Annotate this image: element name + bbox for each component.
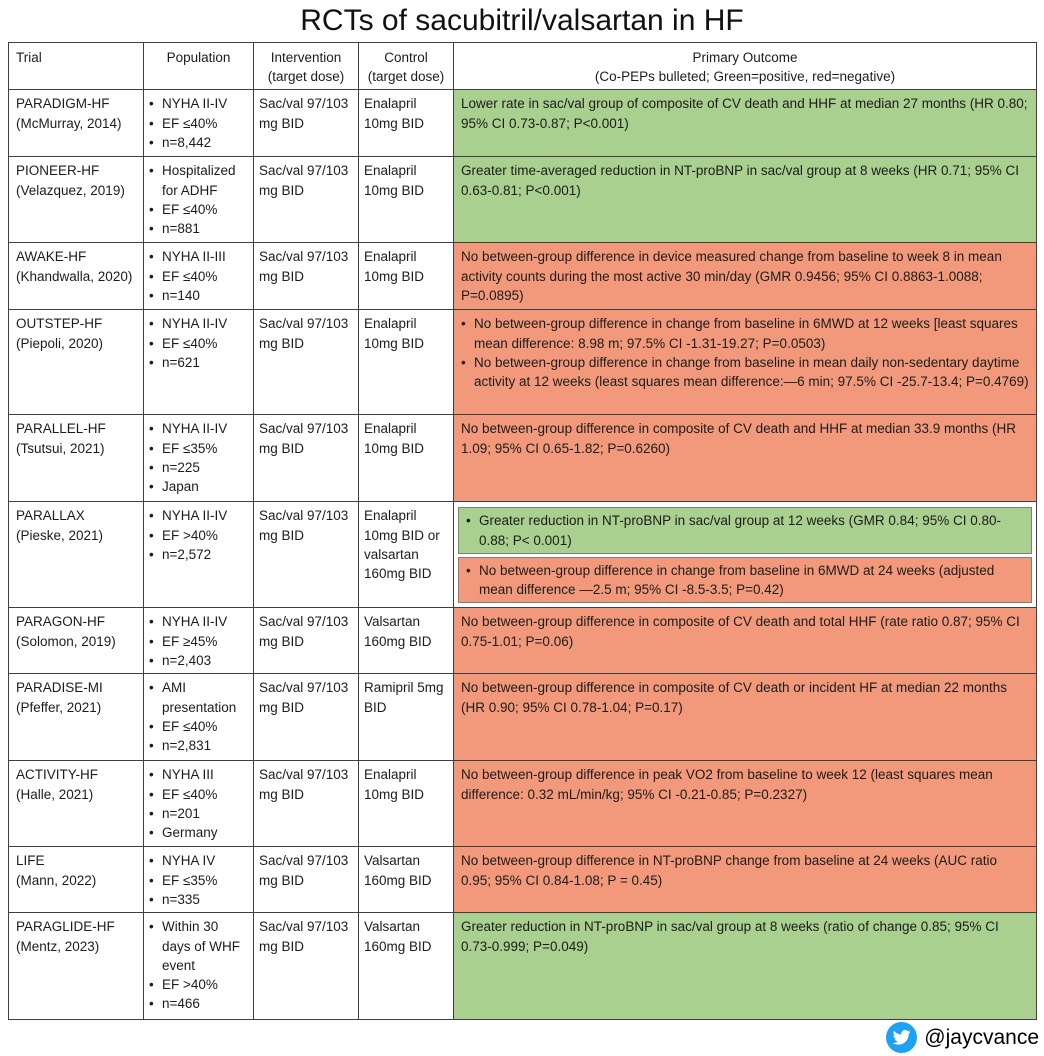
bullet-icon: •: [149, 459, 154, 475]
bullet-icon: •: [461, 354, 466, 370]
trial-ref: (Mann, 2022): [16, 872, 97, 888]
col-header-intervention-sublabel: (target dose): [267, 69, 345, 85]
bullet-icon: •: [149, 738, 154, 754]
bullet-icon: •: [149, 96, 154, 112]
population-item: • EF ≤40%: [149, 114, 248, 133]
bullet-icon: •: [149, 786, 154, 802]
outcome-text: No between-group difference in composite of CV death or incident HF at median 22 months (HR 0.90; 95% CI 0.78-1.04; P=0.17): [461, 680, 1008, 715]
trial-name: PARADISE-MI: [16, 680, 103, 696]
population-item: • NYHA II-IV: [149, 419, 248, 438]
intervention-cell: Sac/val 97/103 mg BID: [254, 90, 359, 157]
bullet-icon: •: [149, 354, 154, 370]
trial-ref: (Velazquez, 2019): [16, 182, 125, 198]
control-cell: Valsartan 160mg BID: [359, 608, 454, 674]
bullet-icon: •: [149, 268, 154, 284]
trial-ref: (Pieske, 2021): [16, 527, 104, 543]
bullet-icon: •: [149, 872, 154, 888]
population-item: • EF ≤35%: [149, 439, 248, 458]
trial-name: PARADIGM-HF: [16, 96, 110, 112]
bullet-icon: •: [149, 805, 154, 821]
bullet-icon: •: [149, 996, 154, 1012]
intervention-cell: Sac/val 97/103 mg BID: [254, 415, 359, 502]
col-header-outcome: [454, 43, 1037, 90]
population-list: [149, 917, 248, 1013]
bullet-icon: •: [149, 508, 154, 524]
outcome-cell: [454, 90, 1037, 157]
population-item: • n=140: [149, 286, 248, 305]
trial-ref: (Tsutsui, 2021): [16, 440, 105, 456]
bullet-icon: •: [466, 562, 471, 578]
outcome-cell: [454, 761, 1037, 847]
table-row: [9, 415, 1037, 502]
table-row: [9, 761, 1037, 847]
population-item: • Germany: [149, 823, 248, 842]
population-list: [149, 161, 248, 238]
control-cell: Ramipril 5mg BID: [359, 674, 454, 761]
bullet-icon: •: [149, 201, 154, 217]
outcome-text: Greater time-averaged reduction in NT-proBNP in sac/val group at 8 weeks (HR 0.71; 95% CI 0.63-0.81; P<0.001): [461, 163, 1020, 198]
twitter-handle: @jaycvance: [924, 1025, 1039, 1049]
control-cell: Enalapril 10mg BID: [359, 761, 454, 847]
outcome-cell: [454, 674, 1037, 761]
control-cell: Enalapril 10mg BID: [359, 90, 454, 157]
table-header: [9, 43, 1037, 90]
bullet-icon: •: [149, 221, 154, 237]
trial-ref: (Khandwalla, 2020): [16, 268, 133, 284]
col-header-trial: [9, 43, 144, 90]
bullet-icon: •: [149, 316, 154, 332]
population-list: [149, 765, 248, 842]
bullet-icon: •: [149, 546, 154, 562]
population-item: • NYHA III: [149, 765, 248, 784]
bullet-icon: •: [149, 115, 154, 131]
col-header-control: [359, 43, 454, 90]
population-item: • EF ≤35%: [149, 871, 248, 890]
outcome-subbox-negative: [458, 557, 1032, 603]
population-list: [149, 247, 248, 305]
outcome-text: No between-group difference in composite of CV death and HHF at median 33.9 months (HR 1.09; 95% CI 0.65-1.82; P=0.6260): [461, 421, 1017, 456]
population-item: • n=466: [149, 994, 248, 1013]
bullet-icon: •: [149, 479, 154, 495]
population-item: • EF ≤40%: [149, 717, 248, 736]
table-row: [9, 157, 1037, 243]
col-header-control-sublabel: (target dose): [367, 69, 445, 85]
outcome-cell: [454, 608, 1037, 674]
trial-ref: (Halle, 2021): [16, 786, 94, 802]
twitter-icon: [886, 1022, 917, 1053]
table-row: [9, 913, 1037, 1020]
bullet-icon: •: [149, 718, 154, 734]
population-item: • n=2,572: [149, 545, 248, 564]
control-cell: Valsartan 160mg BID: [359, 913, 454, 1020]
bullet-icon: •: [149, 287, 154, 303]
outcome-cell: [454, 157, 1037, 243]
bullet-icon: •: [149, 614, 154, 630]
population-item: • NYHA II-IV: [149, 506, 248, 525]
population-list: [149, 612, 248, 670]
population-item: • EF ≤40%: [149, 200, 248, 219]
trial-name: ACTIVITY-HF: [16, 767, 99, 783]
table-row: [9, 310, 1037, 415]
population-item: • NYHA II-IV: [149, 314, 248, 333]
population-item: • n=201: [149, 804, 248, 823]
intervention-cell: Sac/val 97/103 mg BID: [254, 157, 359, 243]
population-item: • EF ≤40%: [149, 334, 248, 353]
col-header-intervention-label: Intervention: [270, 50, 342, 65]
population-item: • n=335: [149, 890, 248, 909]
header-row: [9, 43, 1037, 90]
bullet-icon: •: [149, 527, 154, 543]
rct-table: [8, 42, 1037, 1020]
population-list: [149, 314, 248, 372]
control-cell: Enalapril 10mg BID: [359, 415, 454, 502]
population-item: • AMI presentation: [149, 678, 248, 716]
bullet-icon: •: [149, 440, 154, 456]
bullet-icon: •: [149, 977, 154, 993]
bullet-icon: •: [466, 513, 471, 529]
col-header-trial-label: Trial: [16, 50, 42, 65]
population-item: • NYHA II-IV: [149, 94, 248, 113]
outcome-text: • No between-group difference in change from baseline in mean daily non-sedentary daytime activity at 12 weeks (least squares mean difference:—6 min; 97.5% CI -25.7-13.4; P=0.4769): [461, 353, 1029, 391]
bullet-icon: •: [149, 652, 154, 668]
control-cell: Enalapril 10mg BID: [359, 157, 454, 243]
col-header-outcome-label: Primary Outcome: [692, 50, 798, 65]
outcome-text: • No between-group difference in change from baseline in 6MWD at 24 weeks (adjusted mean difference —2.5 m; 95% CI -8.5-3.5; P=0.42): [466, 561, 1024, 599]
trial-name: AWAKE-HF: [16, 249, 87, 265]
control-cell: Enalapril 10mg BID: [359, 310, 454, 415]
trial-name: LIFE: [16, 853, 45, 869]
population-item: • NYHA II-IV: [149, 612, 248, 631]
outcome-text: Greater reduction in NT-proBNP in sac/val group at 8 weeks (ratio of change 0.85; 95% CI 0.73-0.999; P=0.049): [461, 919, 999, 954]
col-header-outcome-sublabel: (Co-PEPs bulleted; Green=positive, red=negative): [594, 69, 896, 85]
table-row: [9, 674, 1037, 761]
intervention-cell: Sac/val 97/103 mg BID: [254, 913, 359, 1020]
population-item: • NYHA IV: [149, 851, 248, 870]
intervention-cell: Sac/val 97/103 mg BID: [254, 847, 359, 913]
trial-name: PARALLEL-HF: [16, 421, 106, 437]
population-item: • n=225: [149, 458, 248, 477]
population-list: [149, 94, 248, 152]
population-item: • Japan: [149, 477, 248, 496]
trial-ref: (Solomon, 2019): [16, 633, 116, 649]
intervention-cell: Sac/val 97/103 mg BID: [254, 674, 359, 761]
control-cell: Enalapril 10mg BID or valsartan 160mg BID: [359, 502, 454, 608]
population-item: • NYHA II-III: [149, 247, 248, 266]
intervention-cell: Sac/val 97/103 mg BID: [254, 761, 359, 847]
bullet-icon: •: [149, 891, 154, 907]
table-row: [9, 608, 1037, 674]
bullet-icon: •: [149, 767, 154, 783]
col-header-intervention: [254, 43, 359, 90]
outcome-text: Lower rate in sac/val group of composite of CV death and HHF at median 27 months (HR 0.80; 95% CI 0.73-0.87; P<0.001): [461, 96, 1028, 131]
table-body: [9, 90, 1037, 1020]
population-item: • n=881: [149, 219, 248, 238]
trial-name: PARALLAX: [16, 508, 85, 524]
table-row: [9, 90, 1037, 157]
population-item: • Within 30 days of WHF event: [149, 917, 248, 975]
outcome-cell: [454, 243, 1037, 310]
population-list: [149, 419, 248, 496]
col-header-population: [144, 43, 254, 90]
population-item: • EF >40%: [149, 526, 248, 545]
page-title: RCTs of sacubitril/valsartan in HF: [300, 4, 744, 37]
population-item: • EF ≤40%: [149, 785, 248, 804]
table-row: [9, 847, 1037, 913]
bullet-icon: •: [461, 316, 466, 332]
population-item: • n=8,442: [149, 133, 248, 152]
population-item: • EF >40%: [149, 975, 248, 994]
table-row: [9, 243, 1037, 310]
intervention-cell: Sac/val 97/103 mg BID: [254, 310, 359, 415]
trial-name: PARAGON-HF: [16, 614, 106, 630]
outcome-cell: [454, 847, 1037, 913]
population-item: • EF ≤40%: [149, 267, 248, 286]
intervention-cell: Sac/val 97/103 mg BID: [254, 243, 359, 310]
table-row: [9, 502, 1037, 608]
population-list: [149, 851, 248, 909]
bullet-icon: •: [149, 163, 154, 179]
col-header-control-label: Control: [384, 50, 428, 65]
outcome-cell: [454, 913, 1037, 1020]
control-cell: Valsartan 160mg BID: [359, 847, 454, 913]
trial-name: OUTSTEP-HF: [16, 316, 103, 332]
trial-name: PARAGLIDE-HF: [16, 919, 115, 935]
bullet-icon: •: [149, 853, 154, 869]
outcome-text: No between-group difference in composite of CV death and total HHF (rate ratio 0.87; 95% CI 0.75-1.01; P=0.06): [461, 614, 1020, 649]
population-item: • n=2,831: [149, 736, 248, 755]
population-item: • Hospitalized for ADHF: [149, 161, 248, 199]
outcome-text: No between-group difference in peak VO2 from baseline to week 12 (least squares mean difference: 0.32 mL/min/kg; 95% CI -0.21-0.85; P=0.2327): [461, 767, 993, 802]
trial-ref: (Piepoli, 2020): [16, 335, 104, 351]
population-item: • n=2,403: [149, 651, 248, 670]
trial-ref: (Mentz, 2023): [16, 938, 100, 954]
intervention-cell: Sac/val 97/103 mg BID: [254, 502, 359, 608]
bullet-icon: •: [149, 680, 154, 696]
outcome-text: No between-group difference in NT-proBNP change from baseline at 24 weeks (AUC ratio 0.95; 95% CI 0.84-1.08; P = 0.45): [461, 853, 998, 888]
trial-ref: (McMurray, 2014): [16, 115, 122, 131]
bullet-icon: •: [149, 919, 154, 935]
intervention-cell: Sac/val 97/103 mg BID: [254, 608, 359, 674]
outcome-text: No between-group difference in device measured change from baseline to week 8 in mean activity counts during the most active 30 min/day (GMR 0.9456; 95% CI 0.8863-1.0088; P=0.0895): [461, 249, 1002, 303]
control-cell: Enalapril 10mg BID: [359, 243, 454, 310]
outcome-cell: [454, 415, 1037, 502]
outcome-subbox-positive: [458, 507, 1032, 553]
bullet-icon: •: [149, 421, 154, 437]
attribution: [886, 1022, 1039, 1053]
population-list: [149, 678, 248, 755]
bullet-icon: •: [149, 633, 154, 649]
bullet-icon: •: [149, 134, 154, 150]
outcome-text: • Greater reduction in NT-proBNP in sac/val group at 12 weeks (GMR 0.84; 95% CI 0.80-0.88; P< 0.001): [466, 511, 1024, 549]
population-item: • n=621: [149, 353, 248, 372]
outcome-text: • No between-group difference in change from baseline in 6MWD at 12 weeks [least squares mean difference: 8.98 m; 97.5% CI -1.31-19.27; P=0.0503): [461, 314, 1029, 352]
trial-ref: (Pfeffer, 2021): [16, 699, 102, 715]
bullet-icon: •: [149, 335, 154, 351]
outcome-cell: [454, 310, 1037, 415]
bullet-icon: •: [149, 249, 154, 265]
trial-name: PIONEER-HF: [16, 163, 100, 179]
col-header-population-label: Population: [166, 50, 231, 65]
population-item: • EF ≥45%: [149, 632, 248, 651]
population-list: [149, 506, 248, 564]
bullet-icon: •: [149, 825, 154, 841]
outcome-cell: [454, 502, 1037, 608]
